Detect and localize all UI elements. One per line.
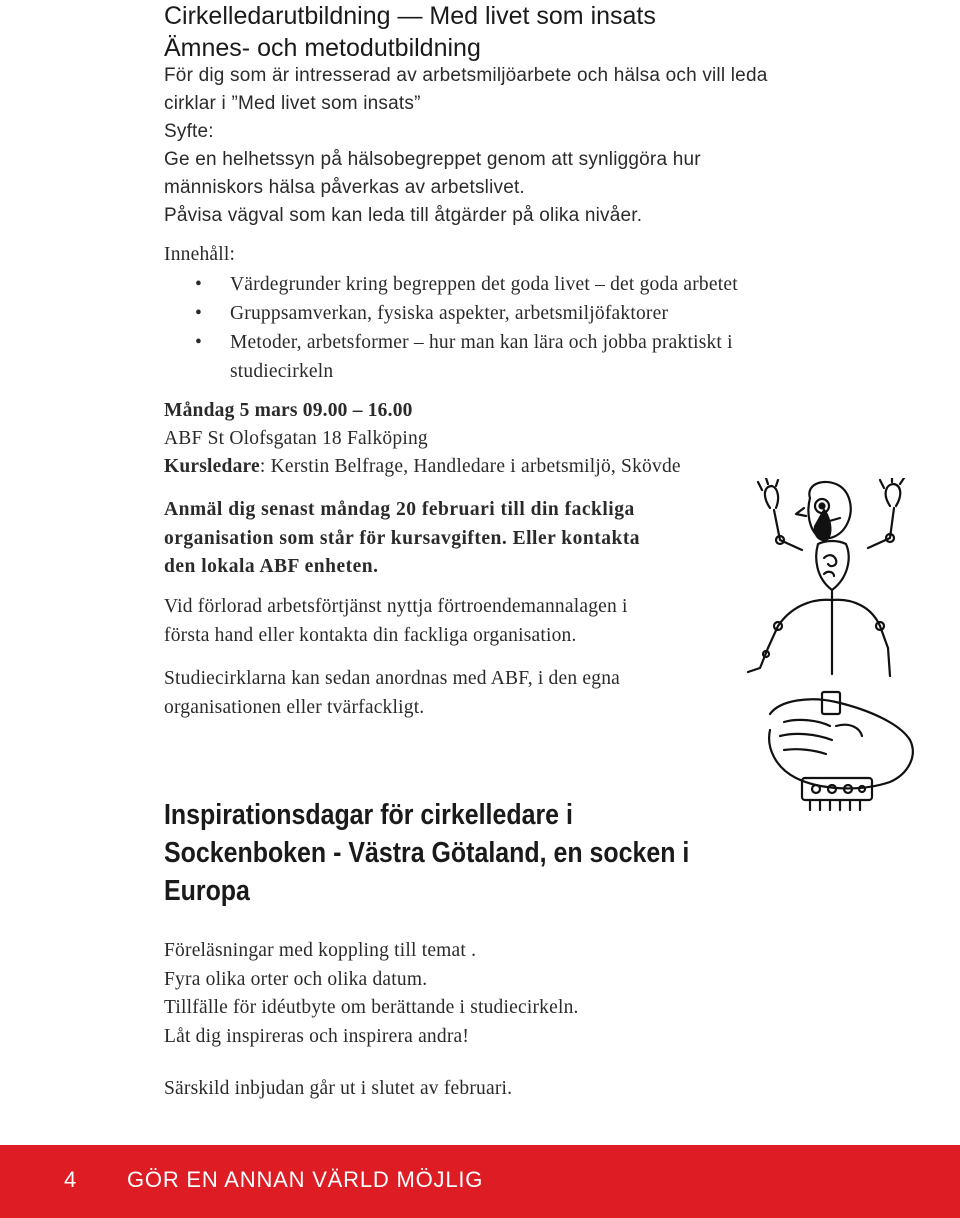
course-title: Cirkelledarutbildning — Med livet som insats: [164, 2, 656, 30]
body-line: Låt dig inspireras och inspirera andra!: [164, 1025, 470, 1047]
loss-paragraph: [164, 593, 628, 650]
section-heading: Inspirationsdagar för cirkelledare i: [164, 799, 573, 831]
list-item-text: Värdegrunder kring begreppen det goda livet – det goda arbetet: [230, 274, 738, 295]
intro-paragraph: [164, 62, 767, 230]
body-line: Föreläsningar med koppling till temat .: [164, 940, 477, 961]
signup-paragraph: [164, 496, 640, 582]
bullet-icon: •: [195, 332, 203, 353]
purpose-line: Påvisa vägval som kan leda till åtgärder på olika nivåer.: [164, 205, 643, 226]
section-heading: Sockenboken - Västra Götaland, en socken i: [164, 837, 690, 869]
course-location: ABF St Olofsgatan 18 Falköping: [164, 428, 428, 449]
course-leader: [164, 453, 681, 482]
content-list: [164, 270, 870, 386]
course-subtitle: Ämnes- och metodutbildning: [164, 34, 481, 62]
bullet-icon: •: [195, 303, 203, 324]
loss-line: Vid förlorad arbetsförtjänst nyttja förtroendemannalagen i: [164, 596, 628, 617]
loss-line: första hand eller kontakta din fackliga organisation.: [164, 624, 577, 646]
footer-bar: [0, 1145, 960, 1218]
body-line: Fyra olika orter och olika datum.: [164, 968, 428, 990]
purpose-line: Ge en helhetssyn på hälsobegreppet genom att synliggöra hur: [164, 149, 701, 170]
purpose-label: Syfte:: [164, 121, 214, 142]
inspiration-body: [164, 937, 579, 1051]
purpose-line: människors hälsa påverkas av arbetslivet.: [164, 177, 525, 198]
bullet-icon: •: [195, 274, 203, 295]
footer-title: GÖR EN ANNAN VÄRLD MÖJLIG: [127, 1167, 484, 1192]
content-label: Innehåll:: [164, 244, 236, 265]
intro-line: För dig som är intresserad av arbetsmiljöarbete och hälsa och vill leda: [164, 65, 768, 86]
page-number: 4: [64, 1167, 77, 1192]
leader-text: : Kerstin Belfrage, Handledare i arbetsmiljö, Skövde: [259, 456, 681, 477]
puppet-figure-illustration: [740, 478, 960, 813]
circles-paragraph: [164, 665, 620, 722]
list-item-text: Metoder, arbetsformer – hur man kan lära och jobba praktiskt i studiecirkeln: [230, 332, 733, 382]
list-item: [164, 270, 870, 299]
circles-line: Studiecirklarna kan sedan anordnas med ABF, i den egna: [164, 668, 620, 689]
signup-line: Anmäl dig senast måndag 20 februari till din fackliga: [164, 499, 635, 520]
invitation-note: Särskild inbjudan går ut i slutet av februari.: [164, 1078, 513, 1099]
body-line: Tillfälle för idéutbyte om berättande i studiecirkeln.: [164, 997, 579, 1018]
signup-line: organisation som står för kursavgiften. Eller kontakta: [164, 527, 641, 549]
intro-line: cirklar i ”Med livet som insats”: [164, 93, 421, 114]
section-heading: Europa: [164, 875, 250, 907]
list-item-text: Gruppsamverkan, fysiska aspekter, arbetsmiljöfaktorer: [230, 303, 669, 324]
list-item: [164, 328, 830, 386]
signup-line: den lokala ABF enheten.: [164, 556, 379, 577]
list-item: [164, 299, 870, 328]
course-date: Måndag 5 mars 09.00 – 16.00: [164, 400, 413, 421]
circles-line: organisationen eller tvärfackligt.: [164, 696, 425, 718]
leader-label: Kursledare: [164, 456, 260, 477]
